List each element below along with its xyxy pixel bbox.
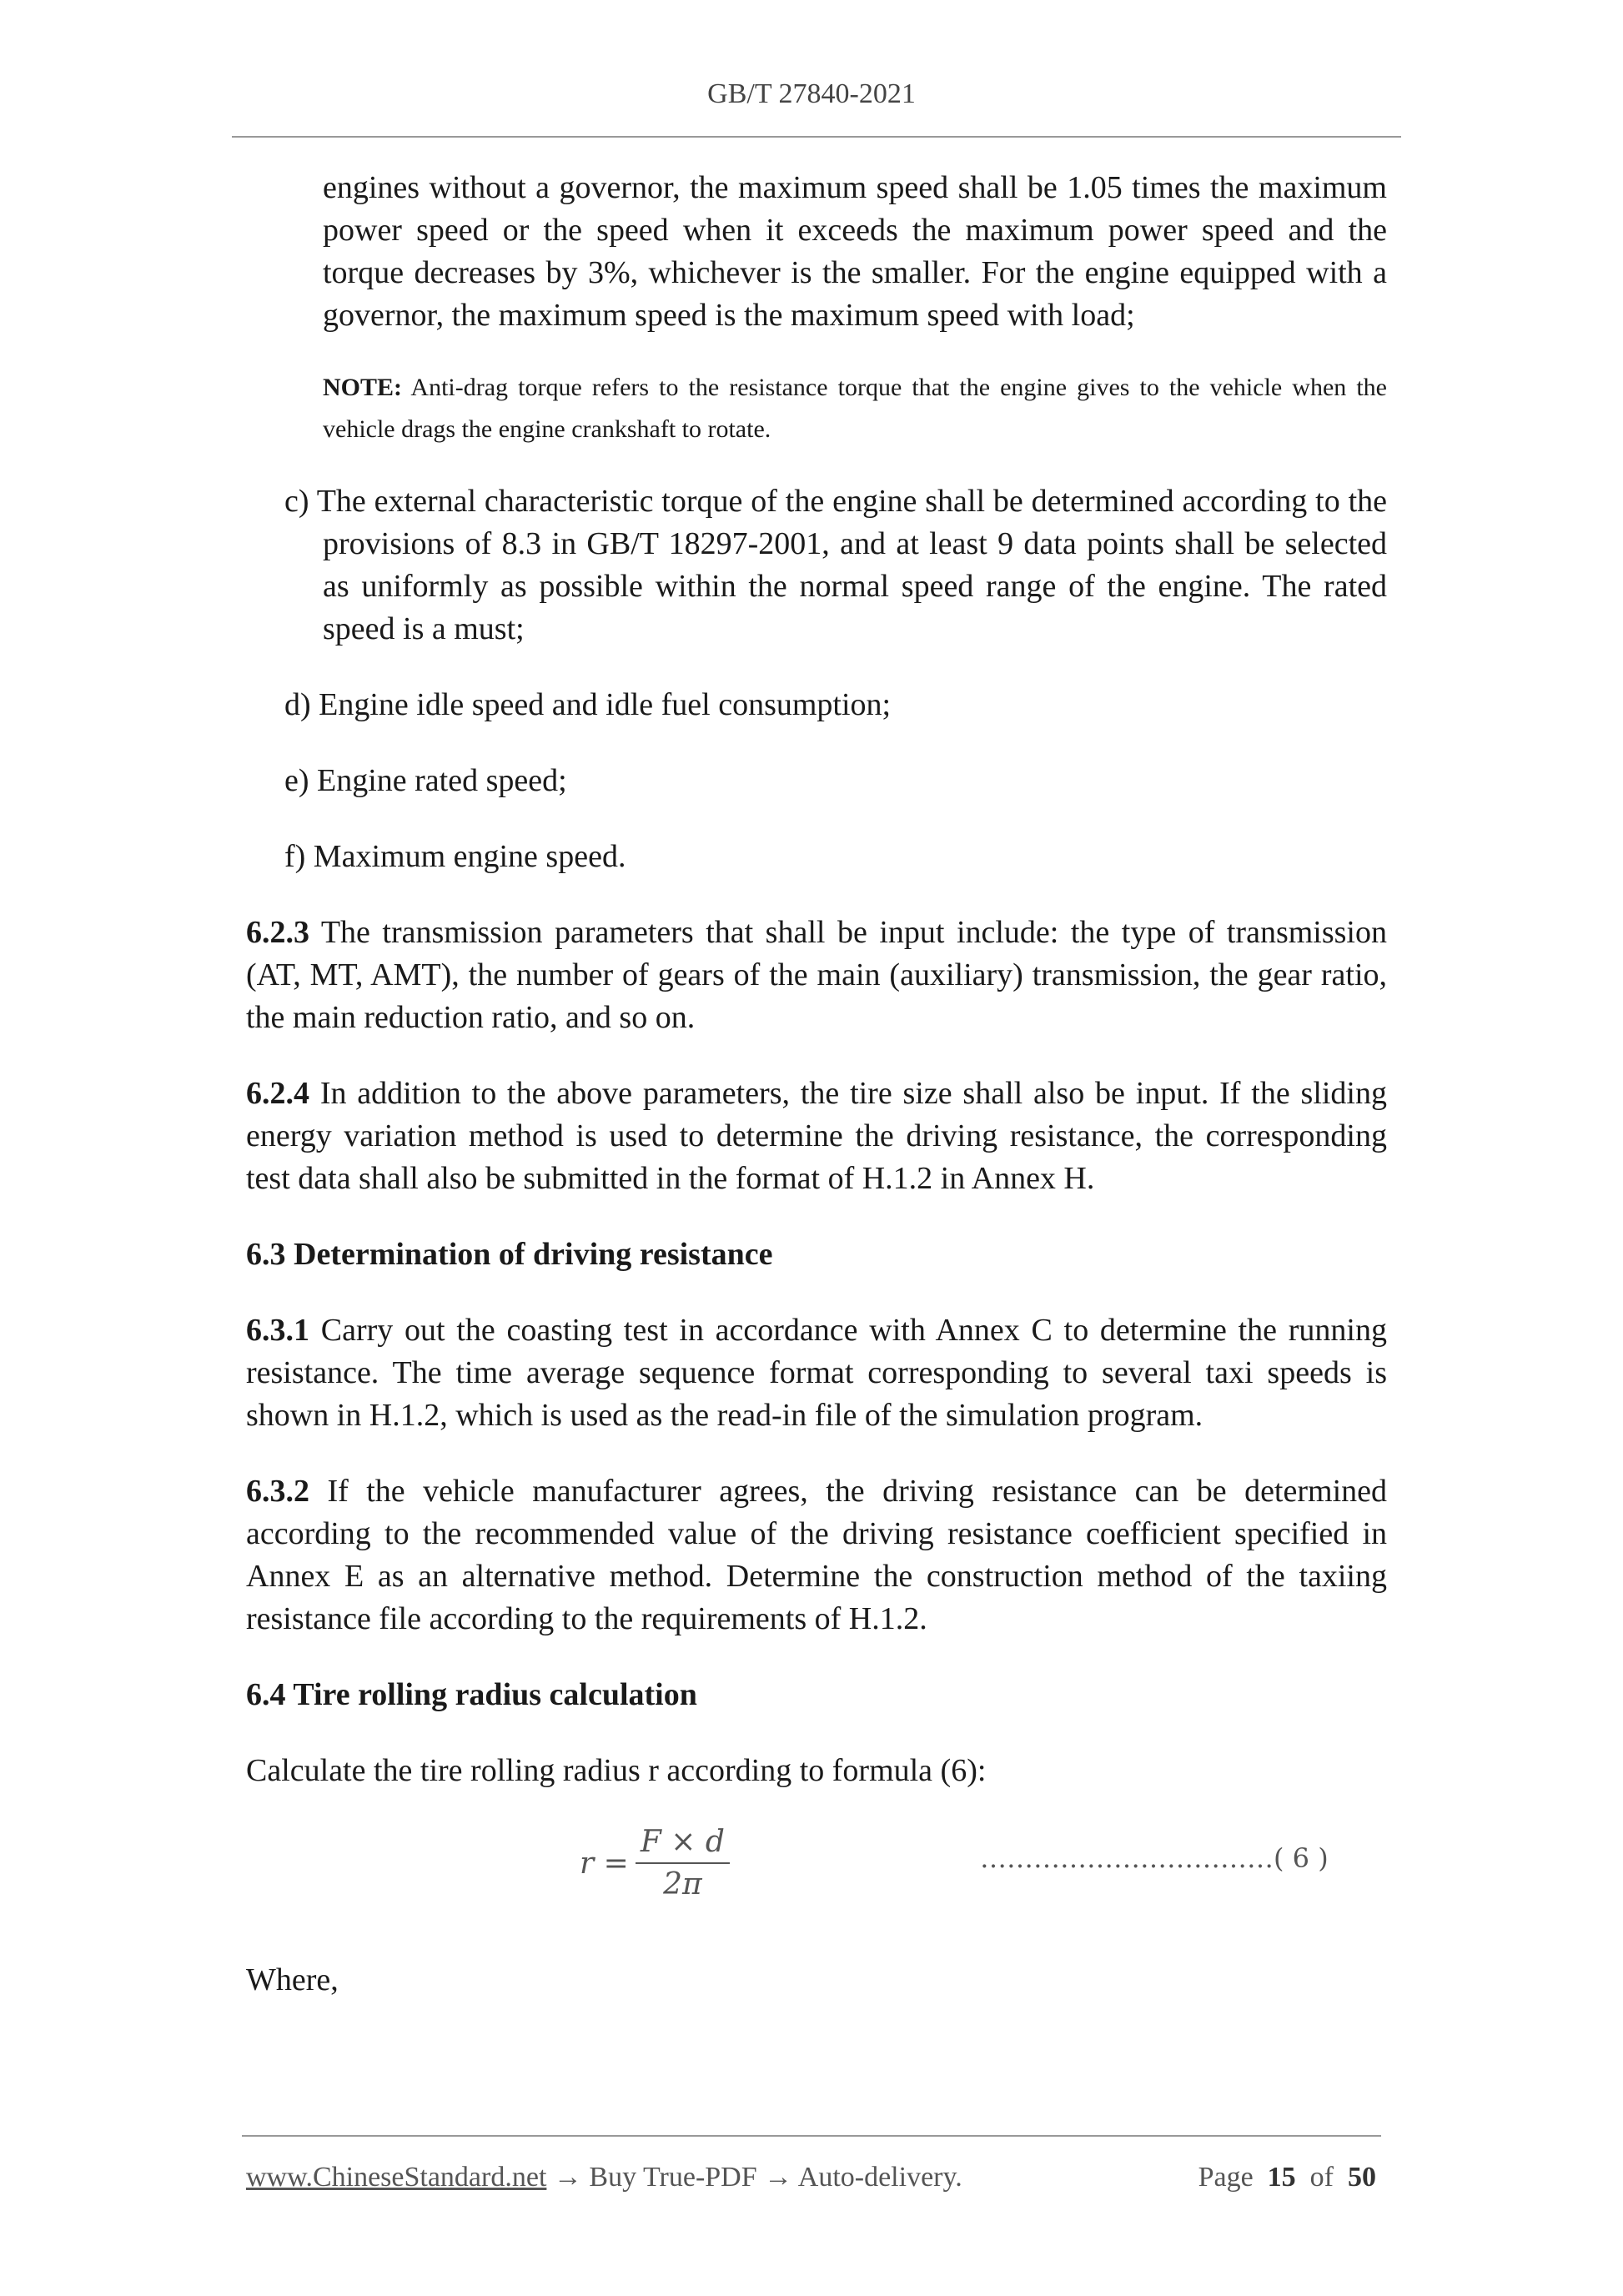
section-6-3-2 [246,1470,1387,1640]
paragraph-max-speed: engines without a governor, the maximum speed shall be 1.05 times the maximum power speed or the speed when it exceeds the maximum power speed and the torque decreases by 3%, whichever is the smaller. For the engine equipped with a governor, the maximum speed is the maximum speed with load; [323,170,1387,333]
list-item-d: d) Engine idle speed and idle fuel consumption; [284,687,892,722]
formula-numerator: F × d [636,1825,730,1864]
page-content [246,167,1387,2002]
page-indicator [1198,2162,1376,2193]
formula-number: ……………………………( 6 ) [980,1842,1329,1874]
formula-expression [580,1817,730,1909]
footer-divider [242,2135,1381,2137]
formula-intro: Calculate the tire rolling radius r according to formula (6): [246,1753,987,1788]
section-text: If the vehicle manufacturer agrees, the driving resistance can be determined according to the recommended value of the driving resistance coefficient specified in Annex E as an alternative method. Determine the construction method of the taxiing resistance file according to the requirements of H.1.2. [246,1474,1387,1636]
promo-text: → Buy True-PDF → Auto-delivery. [546,2162,962,2193]
list-item-f: f) Maximum engine speed. [284,839,626,874]
heading-6-4: 6.4 Tire rolling radius calculation [246,1677,697,1712]
section-number: 6.3.2 [246,1474,309,1509]
note [246,367,1387,450]
formula-denominator: 2π [663,1867,702,1902]
section-6-3-1 [246,1309,1387,1437]
section-6-2-3 [246,912,1387,1039]
section-number: 6.2.4 [246,1076,309,1111]
section-text: Carry out the coasting test in accordance with Annex C to determine the running resistance. The time average sequence format corresponding to several taxi speeds is shown in H.1.2, which is used as the read-in file of the simulation program. [246,1313,1387,1433]
footer-promo [246,2162,962,2193]
formula-lhs: r = [580,1846,629,1881]
section-number: 6.3.1 [246,1313,309,1348]
note-text: Anti-drag torque refers to the resistance torque that the engine gives to the vehicle when the vehicle drags the engine crankshaft to rotate. [323,374,1387,443]
section-number: 6.2.3 [246,915,309,950]
section-text: In addition to the above parameters, the tire size shall also be input. If the sliding energy variation method is used to determine the driving resistance, the corresponding test data shall also be submitted in the format of H.1.2 in Annex H. [246,1076,1387,1196]
of-label: of [1309,2162,1334,2193]
page-label: Page [1198,2162,1254,2193]
header-divider [232,136,1401,138]
heading-6-3: 6.3 Determination of driving resistance [246,1237,773,1272]
page-number: 15 [1267,2162,1296,2193]
page-total: 50 [1348,2162,1376,2193]
formula-fraction [636,1825,730,1902]
where-label: Where, [246,1962,339,1997]
list-item-c: c) The external characteristic torque of the engine shall be determined according to the provisions of 8.3 in GB/T 18297-2001, and at least 9 data points shall be selected as uniformly as possible within the normal speed range of the engine. The rated speed is a must; [284,484,1387,646]
list-item-e: e) Engine rated speed; [284,763,567,798]
note-label: NOTE: [323,374,403,401]
site-link[interactable]: www.ChineseStandard.net [246,2162,547,2193]
section-text: The transmission parameters that shall be input include: the type of transmission (AT, MT, AMT), the number of gears of the main (auxiliary) transmission, the gear ratio, the main reduction ratio, and so on. [246,915,1387,1035]
formula-6 [246,1817,1387,1917]
section-6-2-4 [246,1073,1387,1200]
page-footer [246,2162,1376,2193]
page-header: GB/T 27840-2021 [707,78,916,109]
